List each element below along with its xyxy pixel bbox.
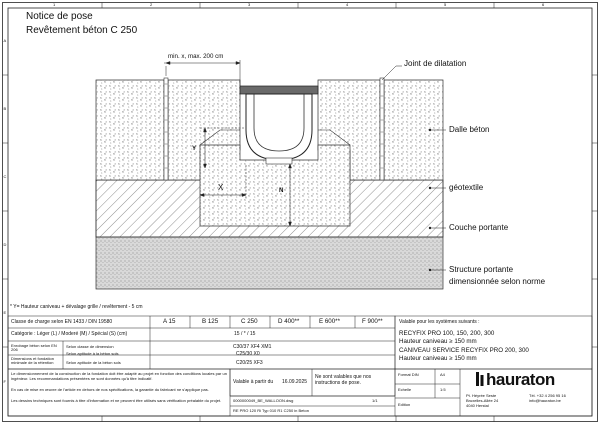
systems-line3: CANIVEAU SERVICE RECYFIX PRO 200, 300 [399,347,529,354]
format-label: Format DIN [398,372,419,377]
label-couche: Couche portante [449,223,509,232]
systems-heading: Valable pour les systèmes suivants : [399,319,480,325]
dim-n-label: N [279,187,284,194]
row-marker: B [3,106,7,111]
phone: Tél. +32 4 256 95 16 [529,393,566,398]
sheet-number: 1/1 [372,398,378,403]
col-marker: 4 [346,2,349,7]
class-a15: A 15 [163,318,176,325]
col-marker: 3 [248,2,251,7]
address-3: 4040 Herstal [466,403,489,408]
col-marker: 6 [542,2,545,7]
table-row2-sub: Selon classe de dimension [66,344,114,349]
dim-x-label: X [218,183,224,192]
dim-top-label: min. x, max. 200 cm [168,53,224,60]
table-row4-sub: Selon aptitude de la béton sols [66,360,121,365]
class-d400: D 400** [278,318,300,325]
page-title-line1: Notice de pose [26,11,93,22]
validity-date: 16.09.2025 [282,379,308,385]
table-row0-desc: Classe de charge selon EN 1433 / DIN 19580 [11,319,113,325]
label-geotextile: géotextile [449,183,484,192]
row-marker: A [3,38,7,43]
page-title-line2: Revêtement béton C 250 [26,25,138,36]
edition-label: Edition [398,402,411,407]
scale-label: Echelle [398,387,412,392]
col-marker: 2 [150,2,153,7]
table-row4-value: C20/25 XF3 [236,360,263,366]
channel-body [246,94,312,160]
label-structure-1: Structure portante [449,265,514,274]
validity-disclaimer: Ne sont valables que nos instructions de pose. [315,374,372,386]
systems-line4: Hauteur caniveau ≥ 150 mm [399,355,477,362]
footnote: * Y= Hauteur caniveau + dévalage grille / revêtement - 5 cm [10,304,143,310]
table-row1-desc: Catégorie : Léger (L) / Moderé (M) / Spécial (S) (cm) [11,331,128,337]
row-marker: E [3,310,7,315]
table-row1-value: 15 / * / 15 [234,331,256,337]
email: info@hauraton.be [529,398,561,403]
label-dalle: Dalle béton [449,125,490,134]
class-c250: C 250 [241,318,258,325]
class-f900: F 900** [362,318,383,325]
format-value: A4 [440,372,445,377]
file-name: 0000000049_BE_WALLOON.dwg [233,398,294,403]
address-1: Pt. Héyrée Seste [466,393,497,398]
row-marker: D [3,242,7,247]
table-row3-desc: Dimensions et fondation minimale de la rétention [11,356,54,365]
systems-line1: RECYFIX PRO 100, 150, 200, 300 [399,330,495,337]
systems-line2: Hauteur caniveau ≥ 150 mm [399,338,477,345]
label-structure-2: dimensionnée selon norme [449,277,546,286]
note-1: Le dimensionnement de la construction de la fondation doit être adapté au projet en fonction des conditions locales par un ingénieur. Les recommandations présentées ne sont données qu'à titre indicatif. [11,371,227,381]
note-3: Les dessins techniques sont fournis à titre d'information et ne peuvent être utilisés sans vérification préalable du projet. [11,398,222,403]
hauraton-logo-icon [476,372,484,386]
address-2: Bruxelles-Allée 24 [466,398,499,403]
grate [240,86,318,94]
table-row2-value: C30/37 XF4 XM1 [233,344,272,350]
col-marker: 1 [53,2,56,7]
label-joint: Joint de dilatation [404,59,467,68]
table-row3-sub: Selon aptitude à la béton sols [66,351,119,356]
dim-y-label: Y [192,145,197,152]
row-marker: F [3,379,6,384]
scale-value: 1:5 [440,387,446,392]
drawing-ref: RE PRO 120 Ri Typ 010 R1 C250 in Beton [233,408,309,413]
structure-layer [96,237,443,289]
class-b125: B 125 [202,318,219,325]
col-marker: 5 [444,2,447,7]
note-2: En cas de mise en œuvre de l'article en dehors de nos spécifications, la garantie du fabricant ne s'applique pas. [11,387,209,392]
row-marker: C [3,174,7,179]
table-row3-value: C25/30 X0 [236,351,260,357]
brand-name: hauraton [486,370,555,389]
validity-label: Valable à partir du [233,379,274,385]
table-row2-desc: Enrobage béton selon EN 206 [11,343,57,352]
class-e600: E 600** [319,318,340,325]
